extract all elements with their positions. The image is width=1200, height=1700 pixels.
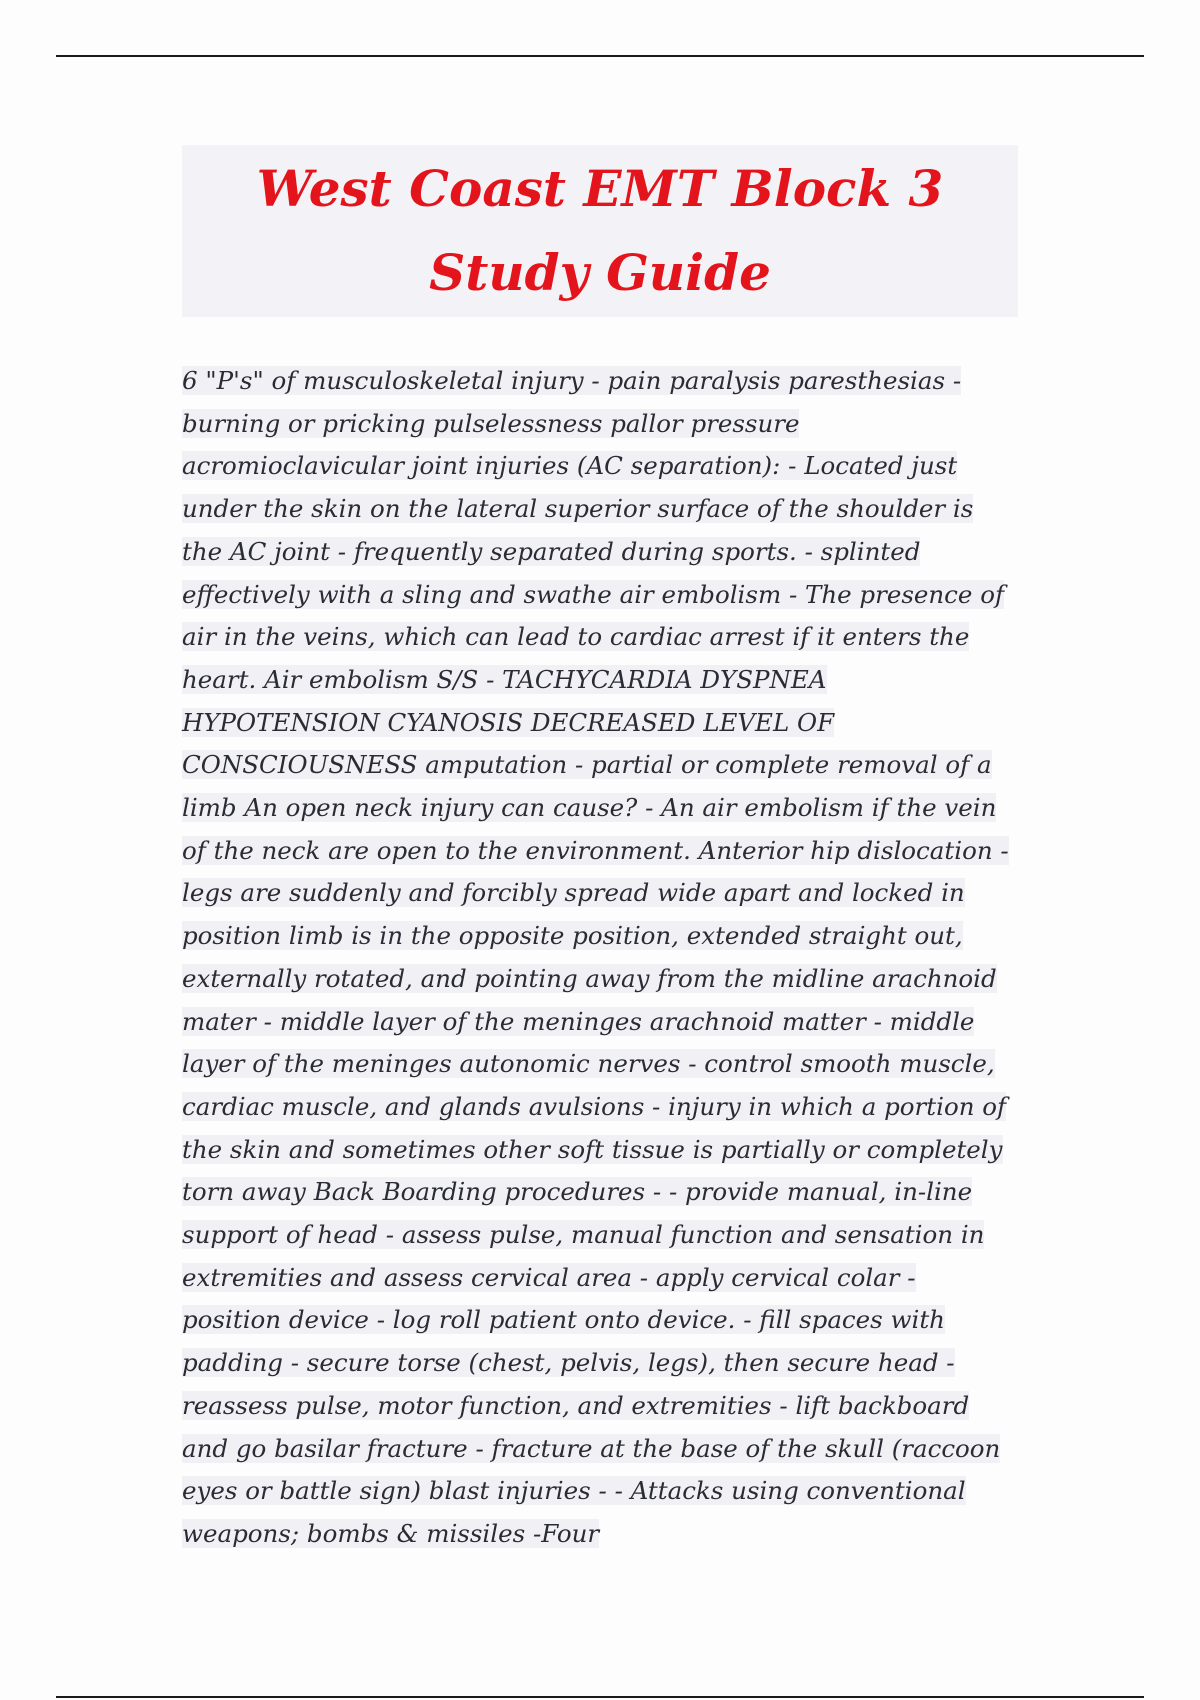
top-rule xyxy=(56,55,1144,57)
study-guide-body: 6 "P's" of musculoskeletal injury - pain paralysis paresthesias - burning or pricking pulselessness pallor pressure acromioclavicular joint injuries (AC separation): - Located just under the skin on the lateral superior surface of the shoulder is the AC joint - frequently separated during sports. - splinted effectively with a sling and swathe air embolism - The presence of air in the veins, which can lead to cardiac arrest if it enters the heart. Air embolism S/S - TACHYCARDIA DYSPNEA HYPOTENSION CYANOSIS DECREASED LEVEL OF CONSCIOUSNESS amputation - partial or complete removal of a limb An open neck injury can cause? - An air embolism if the vein of the neck are open to the environment. Anterior hip dislocation - legs are suddenly and forcibly spread wide apart and locked in position limb is in the opposite position, extended straight out, externally rotated, and pointing away from the midline arachnoid mater - middle layer of the meninges arachnoid matter - middle layer of the meninges autonomic nerves - control smooth muscle, cardiac muscle, and glands avulsions - injury in which a portion of the skin and sometimes other soft tissue is partially or completely torn away Back Boarding procedures - - provide manual, in-line support of head - assess pulse, manual function and sensation in extremities and assess cervical area - apply cervical colar - position device - log roll patient onto device. - fill spaces with padding - secure torse (chest, pelvis, legs), then secure head - reassess pulse, motor function, and extremities - lift backboard and go basilar fracture - fracture at the base of the skull (raccoon eyes or battle sign) blast injuries - - Attacks using conventional weapons; bombs & missiles -Four xyxy=(182,366,1009,1548)
document-title: West Coast EMT Block 3 Study Guide xyxy=(256,159,944,302)
study-guide-text xyxy=(182,360,1020,1556)
bottom-rule xyxy=(56,1696,1144,1698)
title-box xyxy=(182,145,1018,317)
